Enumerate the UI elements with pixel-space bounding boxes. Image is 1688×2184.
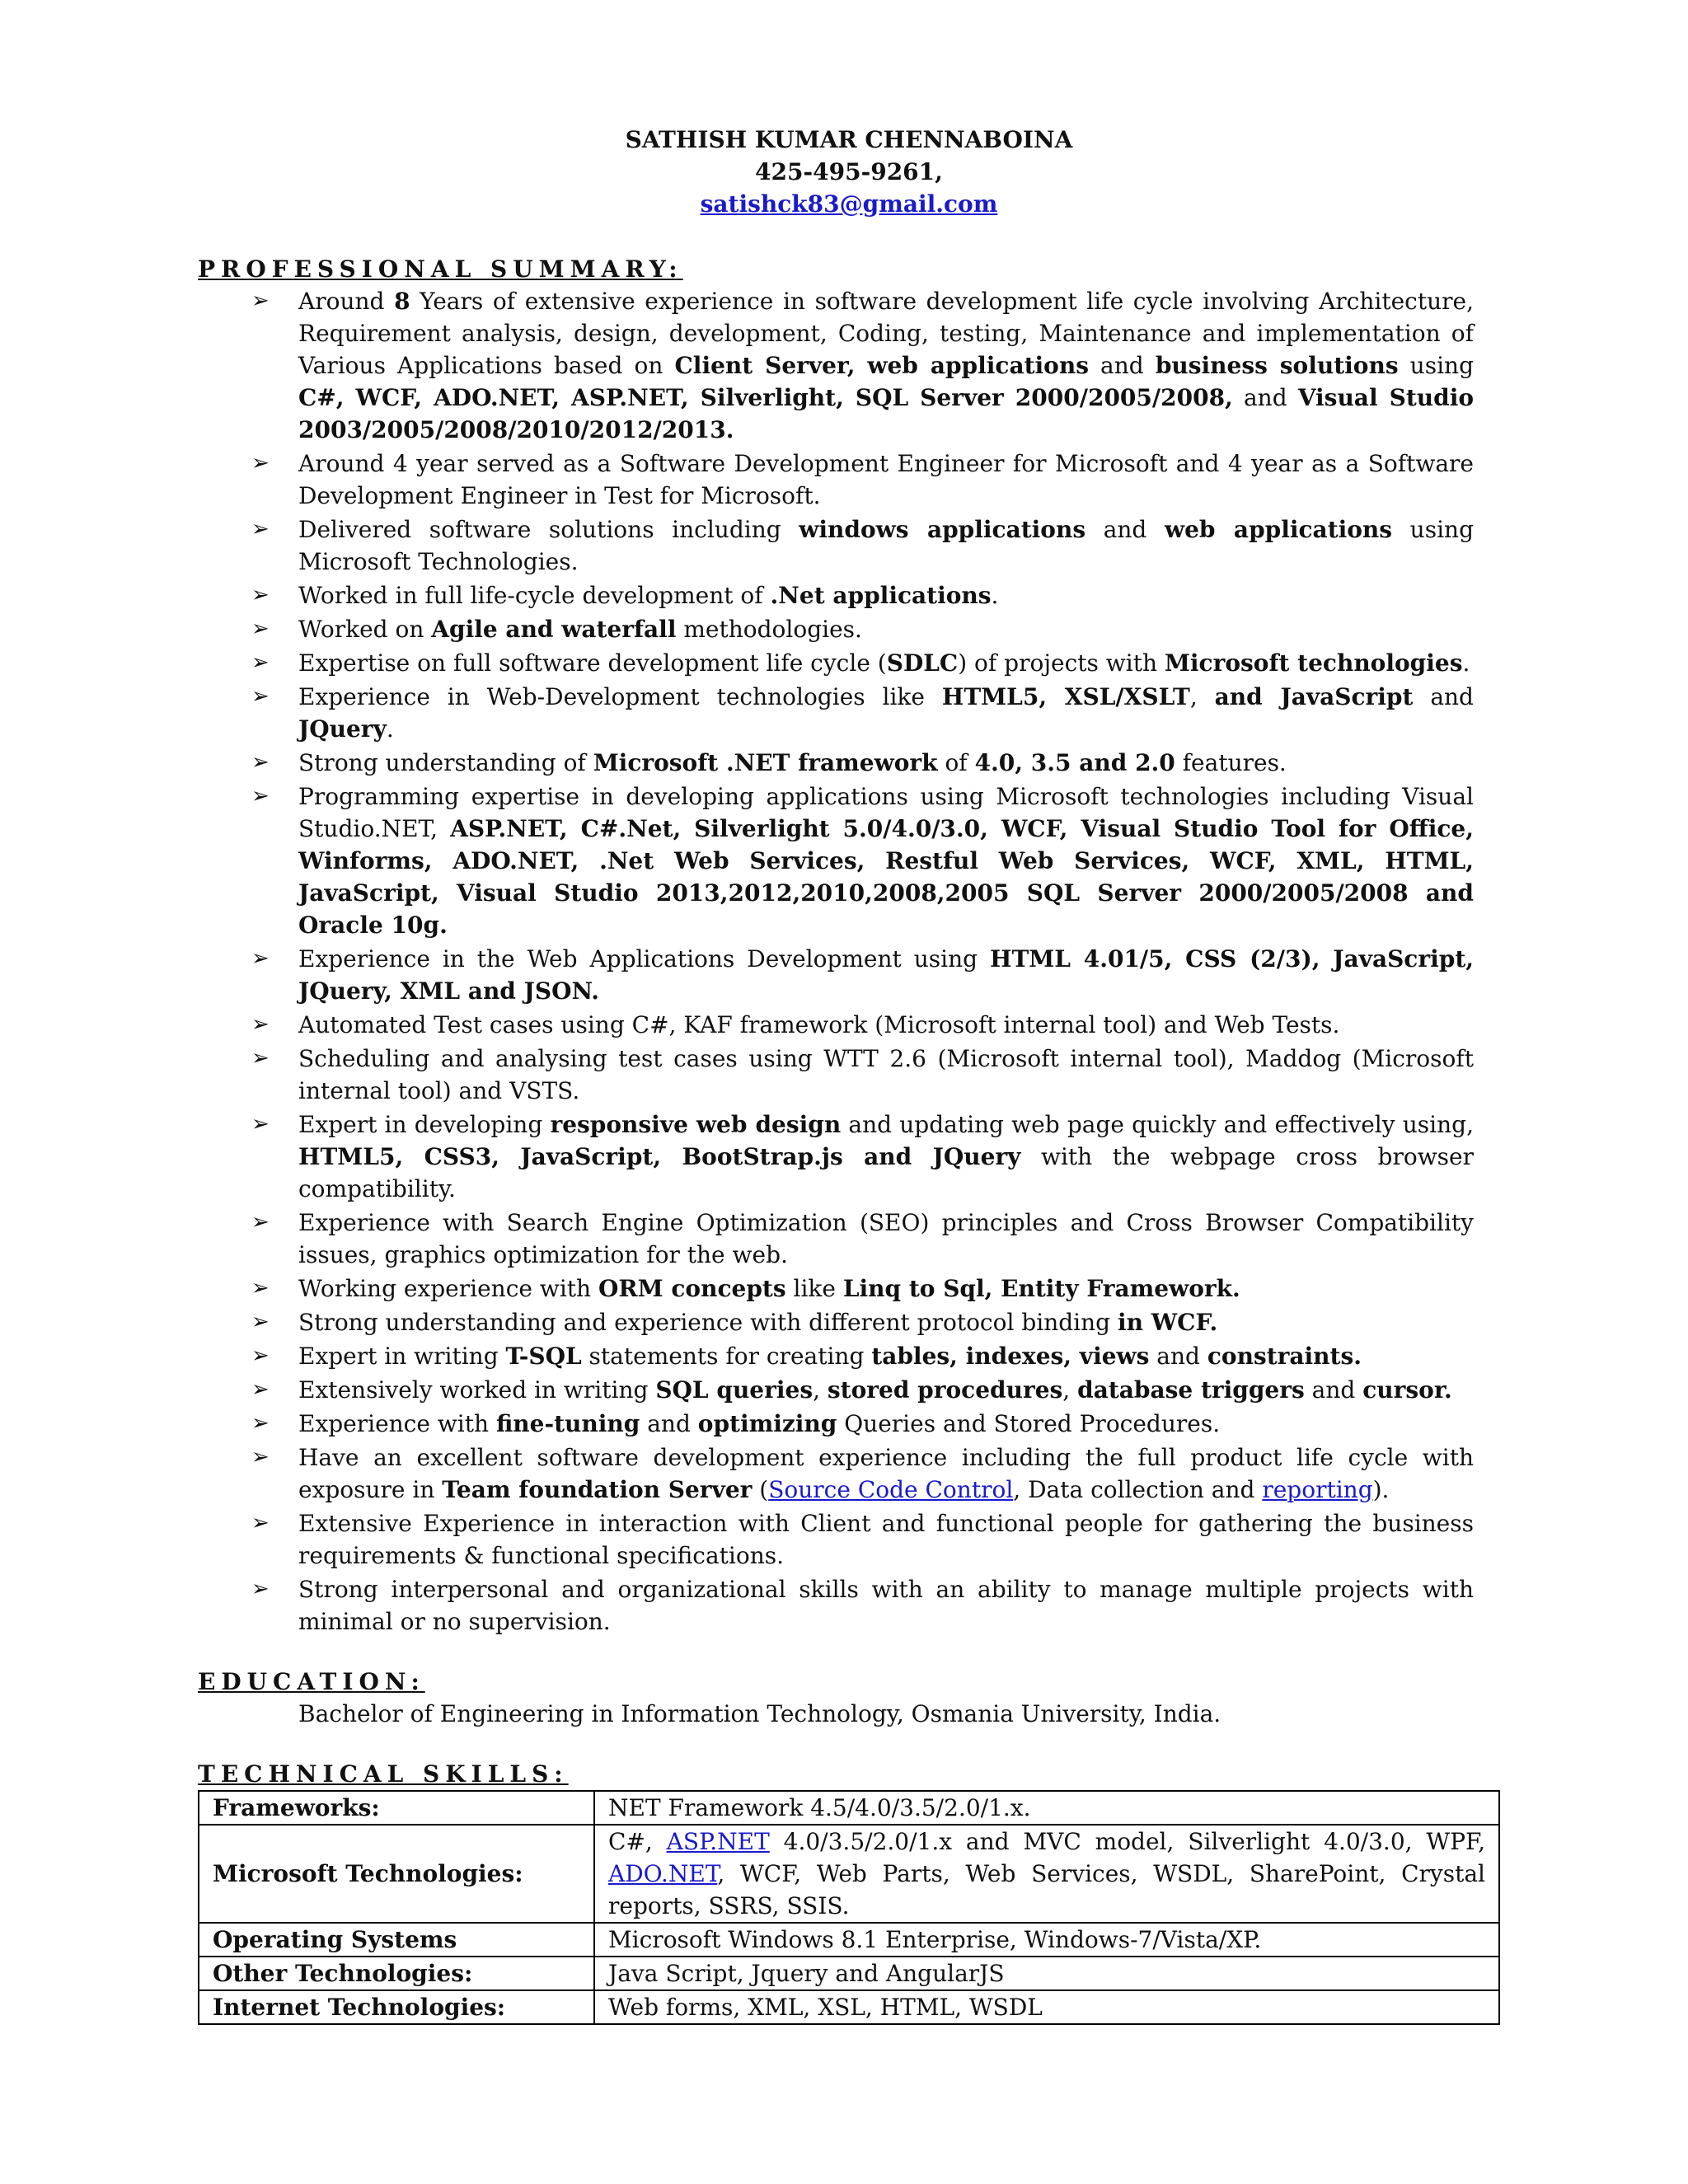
- technical-skills-heading: TECHNICAL SKILLS:: [198, 1760, 569, 1788]
- summary-item: ➢ Extensive Experience in interaction with Client and functional people for gathering the business requirements & functional specifications.: [198, 1507, 1500, 1572]
- arrow-bullet-icon: ➢: [251, 1377, 270, 1402]
- bold-text: fine-tuning: [495, 1410, 640, 1437]
- arrow-bullet-icon: ➢: [251, 1210, 270, 1235]
- arrow-bullet-icon: ➢: [251, 784, 270, 808]
- arrow-bullet-icon: ➢: [251, 1276, 270, 1301]
- professional-summary-list: [198, 285, 1500, 1638]
- bold-text: Visual Studio 2003/2005/2008/2010/2012/2013.: [298, 384, 1475, 443]
- bold-text: responsive web design: [550, 1111, 842, 1138]
- bold-text: windows applications: [799, 516, 1086, 543]
- skills-row: [199, 1990, 1499, 2024]
- arrow-bullet-icon: ➢: [251, 1012, 270, 1037]
- inline-link[interactable]: ASP.NET: [666, 1828, 770, 1855]
- arrow-bullet-icon: ➢: [251, 1112, 270, 1137]
- skill-category: Operating Systems: [199, 1923, 594, 1957]
- bold-text: database triggers: [1077, 1376, 1305, 1404]
- summary-item: ➢ Expertise on full software development life cycle (SDLC) of projects with Microsoft technologies.: [198, 647, 1500, 679]
- skills-row: [199, 1825, 1499, 1923]
- bold-text: stored procedures: [827, 1376, 1063, 1404]
- summary-item: ➢ Strong interpersonal and organizational skills with an ability to manage multiple projects with minimal or no supervision.: [198, 1573, 1500, 1638]
- arrow-bullet-icon: ➢: [251, 684, 270, 709]
- professional-summary-heading: PROFESSIONAL SUMMARY:: [198, 255, 683, 283]
- summary-item: ➢ Automated Test cases using C#, KAF framework (Microsoft internal tool) and Web Tests.: [198, 1009, 1500, 1041]
- summary-item: ➢ Delivered software solutions including windows applications and web applications using Microsoft Technologies.: [198, 513, 1500, 578]
- arrow-bullet-icon: ➢: [251, 1445, 270, 1469]
- skill-category: Frameworks:: [199, 1791, 594, 1825]
- bold-text: constraints.: [1207, 1343, 1362, 1370]
- skill-values: C#, ASP.NET 4.0/3.5/2.0/1.x and MVC model, Silverlight 4.0/3.0, WPF, ADO.NET, WCF, Web Parts, Web Services, WSDL, SharePoint, Crystal reports, SSRS, SSIS.: [594, 1825, 1499, 1923]
- arrow-bullet-icon: ➢: [251, 288, 270, 313]
- skill-values: Microsoft Windows 8.1 Enterprise, Windows-7/Vista/XP.: [594, 1923, 1499, 1957]
- bold-text: ORM concepts: [598, 1275, 786, 1302]
- arrow-bullet-icon: ➢: [251, 1511, 270, 1535]
- bold-text: Microsoft .NET framework: [593, 749, 938, 776]
- summary-item: ➢ Programming expertise in developing applications using Microsoft technologies including Visual Studio.NET, ASP.NET, C#.Net, Silverlight 5.0/4.0/3.0, WCF, Visual Studio Tool for Office, Winforms, ADO.NET, .Net Web Services, Restful Web Services, WCF, XML, HTML, JavaScript, Visual Studio 2013,2012,2010,2008,2005 SQL Server 2000/2005/2008 and Oracle 10g.: [198, 780, 1500, 941]
- bold-text: web applications: [1164, 516, 1393, 543]
- arrow-bullet-icon: ➢: [251, 1343, 270, 1368]
- candidate-name: SATHISH KUMAR CHENNABOINA: [625, 126, 1073, 153]
- bold-text: T-SQL: [505, 1343, 582, 1370]
- bold-text: .Net applications: [770, 582, 992, 609]
- bold-text: HTML5, CSS3, JavaScript, BootStrap.js and JQuery: [298, 1143, 1021, 1170]
- arrow-bullet-icon: ➢: [251, 1310, 270, 1334]
- bold-text: tables, indexes, views: [871, 1343, 1150, 1370]
- summary-item: ➢ Worked on Agile and waterfall methodologies.: [198, 613, 1500, 645]
- skills-row: [199, 1791, 1499, 1825]
- bold-text: C#, WCF, ADO.NET, ASP.NET, Silverlight, SQL Server 2000/2005/2008,: [298, 384, 1233, 411]
- summary-item: ➢ Extensively worked in writing SQL queries, stored procedures, database triggers and cursor.: [198, 1374, 1500, 1406]
- arrow-bullet-icon: ➢: [251, 650, 270, 675]
- skill-category: Microsoft Technologies:: [199, 1825, 594, 1923]
- summary-item: ➢ Experience with fine-tuning and optimizing Queries and Stored Procedures.: [198, 1408, 1500, 1440]
- skill-values: Web forms, XML, XSL, HTML, WSDL: [594, 1990, 1499, 2024]
- arrow-bullet-icon: ➢: [251, 1577, 270, 1601]
- arrow-bullet-icon: ➢: [251, 750, 270, 775]
- summary-item: ➢ Expert in developing responsive web design and updating web page quickly and effectively using, HTML5, CSS3, JavaScript, BootStrap.js and JQuery with the webpage cross browser compatibility.: [198, 1108, 1500, 1205]
- summary-item: ➢ Expert in writing T-SQL statements for creating tables, indexes, views and constraints.: [198, 1340, 1500, 1372]
- summary-item: ➢ Strong understanding and experience with different protocol binding in WCF.: [198, 1306, 1500, 1338]
- technical-skills-table: [198, 1790, 1500, 2025]
- arrow-bullet-icon: ➢: [251, 1411, 270, 1436]
- summary-item: ➢ Scheduling and analysing test cases using WTT 2.6 (Microsoft internal tool), Maddog (Microsoft internal tool) and VSTS.: [198, 1043, 1500, 1107]
- candidate-email-link[interactable]: satishck83@gmail.com: [700, 190, 998, 218]
- bold-text: Agile and waterfall: [431, 616, 677, 643]
- arrow-bullet-icon: ➢: [251, 616, 270, 641]
- bold-text: business solutions: [1155, 352, 1399, 379]
- bold-text: SQL queries: [655, 1376, 814, 1404]
- arrow-bullet-icon: ➢: [251, 1046, 270, 1071]
- education-entry: Bachelor of Engineering in Information Technology, Osmania University, India.: [298, 1700, 1221, 1727]
- inline-link[interactable]: reporting: [1262, 1476, 1373, 1503]
- bold-text: cursor.: [1362, 1376, 1452, 1404]
- bold-text: SDLC: [886, 649, 959, 677]
- candidate-phone: 425-495-9261,: [755, 158, 943, 185]
- summary-item: ➢ Have an excellent software development experience including the full product life cycle with exposure in Team foundation Server (Source Code Control, Data collection and reporting).: [198, 1441, 1500, 1506]
- arrow-bullet-icon: ➢: [251, 946, 270, 971]
- bold-text: and JavaScript: [1214, 683, 1414, 710]
- summary-item: ➢ Around 8 Years of extensive experience in software development life cycle involving Architecture, Requirement analysis, design, development, Coding, testing, Maintenance and implementation of Various Applications based on Client Server, web applications and business solutions using C#, WCF, ADO.NET, ASP.NET, Silverlight, SQL Server 2000/2005/2008, and Visual Studio 2003/2005/2008/2010/2012/2013.: [198, 285, 1500, 446]
- bold-text: ASP.NET, C#.Net, Silverlight 5.0/4.0/3.0, WCF, Visual Studio Tool for Office, Winforms, ADO.NET, .Net Web Services, Restful Web Services, WCF, XML, HTML, JavaScript, Visual Studio 2013,2012,2010,2008,2005 SQL Server 2000/2005/2008 and Oracle 10g.: [298, 815, 1474, 939]
- bold-text: 8: [394, 288, 410, 315]
- skill-values: NET Framework 4.5/4.0/3.5/2.0/1.x.: [594, 1791, 1499, 1825]
- bold-text: 4.0, 3.5 and 2.0: [974, 749, 1175, 776]
- bold-text: Client Server, web applications: [674, 352, 1089, 379]
- bold-text: Linq to Sql, Entity Framework.: [842, 1275, 1240, 1302]
- inline-link[interactable]: ADO.NET: [608, 1860, 718, 1887]
- inline-link[interactable]: Source Code Control: [768, 1476, 1014, 1503]
- bold-text: Team foundation Server: [442, 1476, 753, 1503]
- bold-text: JQuery: [298, 715, 387, 743]
- skill-category: Other Technologies:: [199, 1957, 594, 1990]
- arrow-bullet-icon: ➢: [251, 517, 270, 541]
- arrow-bullet-icon: ➢: [251, 451, 270, 476]
- skills-row: [199, 1923, 1499, 1957]
- summary-item: ➢ Experience with Search Engine Optimization (SEO) principles and Cross Browser Compatibility issues, graphics optimization for the web.: [198, 1207, 1500, 1271]
- summary-item: ➢ Working experience with ORM concepts like Linq to Sql, Entity Framework.: [198, 1272, 1500, 1305]
- resume-header: [198, 124, 1500, 220]
- skill-category: Internet Technologies:: [199, 1990, 594, 2024]
- skill-values: Java Script, Jquery and AngularJS: [594, 1957, 1499, 1990]
- resume-page: [198, 124, 1500, 2025]
- summary-item: ➢ Experience in Web-Development technologies like HTML5, XSL/XSLT, and JavaScript and JQuery.: [198, 681, 1500, 745]
- bold-text: in WCF.: [1117, 1309, 1218, 1336]
- bold-text: HTML5, XSL/XSLT: [941, 683, 1190, 710]
- summary-item: ➢ Strong understanding of Microsoft .NET framework of 4.0, 3.5 and 2.0 features.: [198, 747, 1500, 779]
- summary-item: ➢ Around 4 year served as a Software Development Engineer for Microsoft and 4 year as a Software Development Engineer in Test for Microsoft.: [198, 448, 1500, 512]
- skills-row: [199, 1957, 1499, 1990]
- bold-text: HTML 4.01/5, CSS (2/3), JavaScript, JQuery, XML and JSON.: [298, 945, 1474, 1005]
- bold-text: optimizing: [697, 1410, 837, 1437]
- summary-item: ➢ Worked in full life-cycle development of .Net applications.: [198, 579, 1500, 612]
- arrow-bullet-icon: ➢: [251, 583, 270, 607]
- bold-text: Microsoft technologies: [1164, 649, 1463, 677]
- summary-item: ➢ Experience in the Web Applications Development using HTML 4.01/5, CSS (2/3), JavaScript, JQuery, XML and JSON.: [198, 943, 1500, 1007]
- education-heading: EDUCATION:: [198, 1668, 425, 1695]
